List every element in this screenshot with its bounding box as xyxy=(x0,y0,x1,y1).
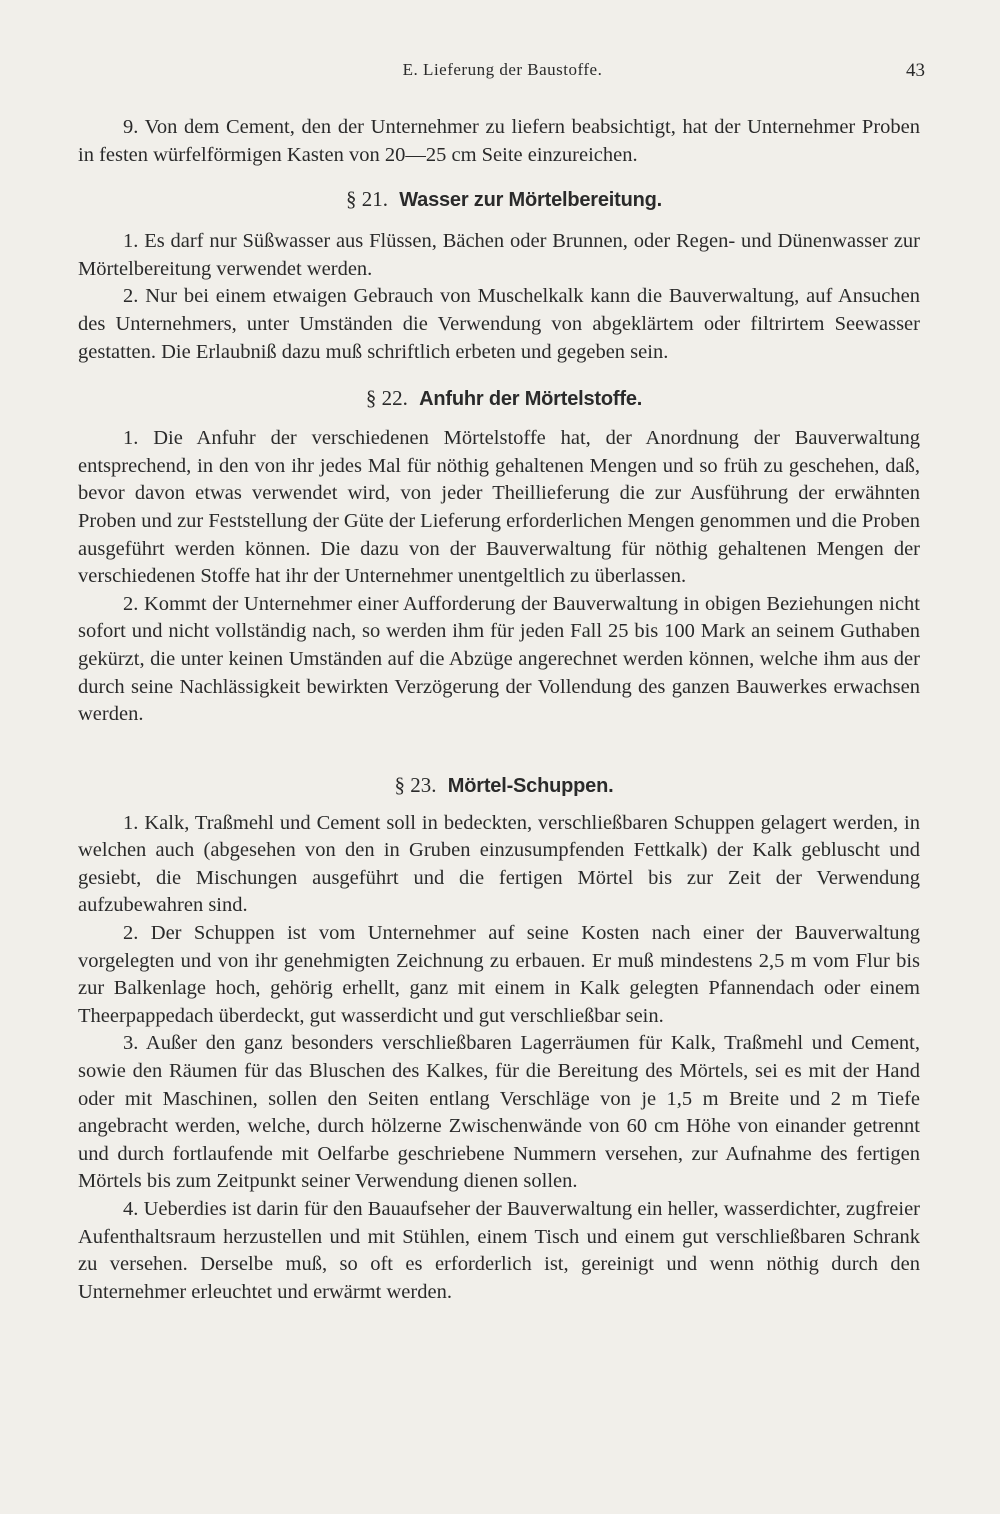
section-21-paragraph-2: 2. Nur bei einem etwaigen Gebrauch von Muschelkalk kann die Bauverwaltung, auf Ansuchen des Unternehmers, unter Umständen die Verwendung von abgeklärtem oder filtrirtem Seewasser gestatten. Die Erlaubniß dazu muß schriftlich erbeten und gegeben sein. xyxy=(78,285,920,363)
running-title: E. Lieferung der Baustoffe. xyxy=(402,60,603,79)
section-23-number: § 23. xyxy=(394,772,437,797)
section-23-paragraph-2: 2. Der Schuppen ist vom Unternehmer auf seine Kosten nach einer der Bauverwaltung vorgelegten und von ihr genehmigten Zeichnung zu erbauen. Er muß mindestens 2,5 m vom Flur bis zur Balkenlage hoch, gehörig erhellt, ganz mit einem in Kalk gelegten Pfannendach oder einem Theerpappedach überdeckt, gut wasserdicht und gut verschließbar sein. xyxy=(78,922,920,1027)
section-22-paragraph-1: 1. Die Anfuhr der verschiedenen Mörtelstoffe hat, der Anordnung der Bauverwaltung entsprechend, in den von ihr jedes Mal für nöthig gehaltenen Mengen und so früh zu geschehen, daß, bevor davon etwas verwendet wird, von jeder Theillieferung die zur Ausführung der erwähnten Proben und zur Feststellung der Güte der Lieferung erforderlichen Mengen genommen und die Proben ausgeführt werden können. Die dazu von der Bauverwaltung für nöthig gehaltenen Mengen der verschiedenen Stoffe hat ihr der Unternehmer unentgeltlich zu überlassen. xyxy=(78,427,920,588)
section-21-number: § 21. xyxy=(345,187,388,212)
section-23-paragraph-4: 4. Ueberdies ist darin für den Bauaufseher der Bauverwaltung ein heller, wasserdichter, zugfreier Aufenthaltsraum herzustellen und mit Stühlen, einem Tisch und einem gut verschließbaren Schrank zu versehen. Derselbe muß, so oft es erforderlich ist, gereinigt und wenn nöthig durch den Unternehmer erleuchtet und erwärmt werden. xyxy=(78,1198,920,1303)
section-22-paragraph-2: 2. Kommt der Unternehmer einer Aufforderung der Bauverwaltung in obigen Beziehungen nicht sofort und nicht vollständig nach, so werden ihm für jeden Fall 25 bis 100 Mark an seinem Guthaben gekürzt, die unter keinen Umständen auf die Abzüge angerechnet werden können, welche ihm aus der durch seine Nachlässigkeit bewirkten Verzögerung der Vollendung des ganzen Bauwerkes erwachsen werden. xyxy=(78,592,920,726)
section-22-number: § 22. xyxy=(365,386,408,411)
section-22-title: Anfuhr der Mörtelstoffe. xyxy=(419,388,643,411)
running-header xyxy=(80,60,925,88)
section-22-heading xyxy=(78,384,920,413)
section-23-paragraph-3: 3. Außer den ganz besonders verschließbaren Lagerräumen für Kalk, Traßmehl und Cement, sowie den Räumen für das Bluschen des Kalkes, für die Bereitung des Mörtels, sei es mit der Hand oder mit Maschinen, sollen den Seiten entlang Verschläge von je 1,5 m Breite und 2 m Tiefe angebracht werden, welche, durch hölzerne Zwischenwände von 60 cm Höhe von einander getrennt und durch fortlaufende mit Oelfarbe geschriebene Nummern versehen, zur Aufnahme des fertigen Mörtels bis zum Zeitpunkt seiner Verwendung dienen sollen. xyxy=(78,1032,920,1193)
section-21-title: Wasser zur Mörtelbereitung. xyxy=(399,189,663,212)
section-21-heading xyxy=(78,185,920,214)
section-23-paragraph-1: 1. Kalk, Traßmehl und Cement soll in bedeckten, verschließbaren Schuppen gelagert werden, in welchen auch (abgesehen von den in Gruben einzusumpfenden Fettkalk) der Kalk gebluscht und gesiebt, die Mischungen ausgeführt und die fertigen Mörtel bis zur Zeit der Verwendung aufzubewahren sind. xyxy=(78,811,920,917)
body-text xyxy=(78,114,920,1306)
page-number: 43 xyxy=(906,60,925,81)
section-23-heading xyxy=(78,771,920,800)
paragraph-9: 9. Von dem Cement, den der Unternehmer zu liefern beabsichtigt, hat der Unternehmer Proben in festen würfelförmigen Kasten von 20—25 cm Seite einzureichen. xyxy=(78,116,920,166)
section-21-paragraph-1: 1. Es darf nur Süßwasser aus Flüssen, Bächen oder Brunnen, oder Regen- und Dünenwasser zur Mörtelbereitung verwendet werden. xyxy=(78,230,920,280)
section-23-title: Mörtel-Schuppen. xyxy=(447,774,614,797)
